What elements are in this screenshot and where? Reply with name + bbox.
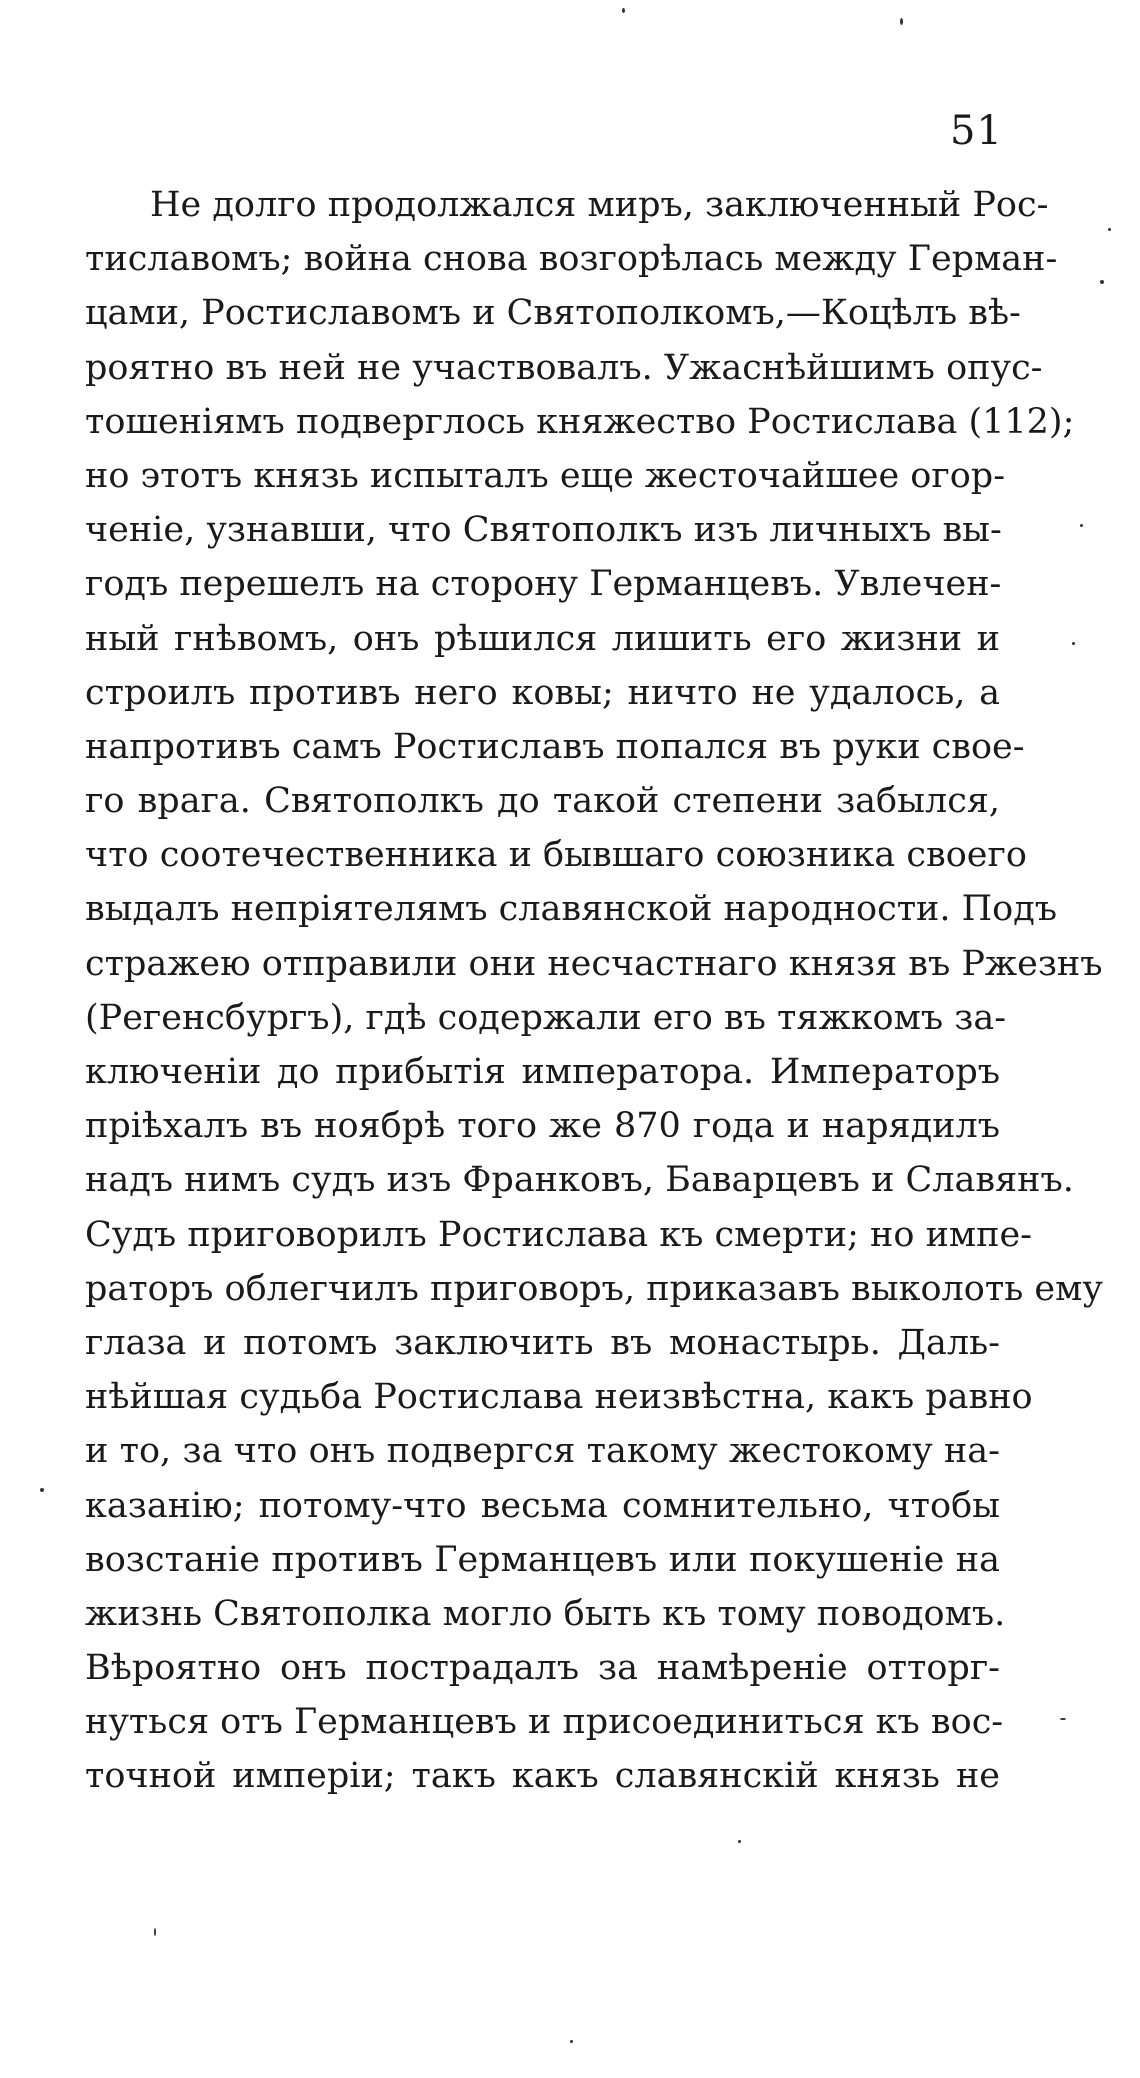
scan-speck [1108, 228, 1111, 231]
text-line: тиславомъ; война снова возгорѣлась между Герман- [85, 239, 1058, 280]
text-line: тошеніямъ подверглось княжество Ростислава (112); [85, 401, 1075, 442]
scan-speck [900, 18, 903, 25]
text-line: цами, Ростиславомъ и Святополкомъ,—Коцѣлъ вѣ- [85, 293, 1021, 334]
text-line: надъ нимъ судъ изъ Франковъ, Баварцевъ и Славянъ. [85, 1160, 1074, 1201]
text-line: Не долго продолжался миръ, заключенный Рос- [150, 185, 1049, 225]
text-line: Судъ приговорилъ Ростислава къ смерти; но импе- [85, 1214, 1032, 1255]
scan-speck [570, 2040, 573, 2043]
text-line: что соотечественника и бывшаго союзника своего [85, 835, 1027, 876]
text-line: ченіе, узнавши, что Святополкъ изъ личныхъ вы- [85, 510, 1002, 551]
scan-speck [1072, 642, 1075, 645]
text-line: жизнь Святополка могло быть къ тому поводомъ. [85, 1593, 1006, 1634]
text-line: нѣйшая судьба Ростислава неизвѣстна, какъ равно [85, 1377, 1033, 1418]
text-line: раторъ облегчилъ приговоръ, приказавъ выколоть ему [85, 1268, 1103, 1309]
text-line: напротивъ самъ Ростиславъ попался въ руки свое- [85, 726, 1025, 767]
scan-speck [1100, 280, 1104, 284]
text-line: глаза и потомъ заключить въ монастырь. Даль- [85, 1322, 1000, 1363]
scan-speck [1060, 1718, 1066, 1720]
text-line: точной имперіи; такъ какъ славянскій князь не [85, 1756, 1000, 1797]
text-line: ный гнѣвомъ, онъ рѣшился лишить его жизни и [85, 618, 1000, 659]
text-line: казанію; потому-что весьма сомнительно, чтобы [85, 1485, 1000, 1526]
text-line: возстаніе противъ Германцевъ или покушеніе на [85, 1539, 1000, 1580]
text-line: пріѣхалъ въ ноябрѣ того же 870 года и нарядилъ [85, 1106, 1000, 1147]
text-line: строилъ противъ него ковы; ничто не удалось, а [85, 672, 1000, 713]
text-line: стражею отправили они несчастнаго князя въ Ржезнъ [85, 943, 1103, 984]
scan-speck [622, 8, 625, 13]
text-line: ключеніи до прибытія императора. Императоръ [85, 1052, 1000, 1092]
text-line: выдалъ непріятелямъ славянской народности. Подъ [85, 889, 1058, 930]
scan-speck [154, 1928, 156, 1936]
scan-speck [738, 1840, 741, 1843]
scan-speck [1080, 524, 1083, 527]
text-line: го врага. Святополкъ до такой степени забылся, [85, 781, 1000, 822]
text-line: годъ перешелъ на сторону Германцевъ. Увлечен- [85, 564, 1002, 605]
text-line: но этотъ князь испыталъ еще жесточайшее огор- [85, 455, 1006, 496]
text-line: Вѣроятно онъ пострадалъ за намѣреніе отторг- [85, 1648, 1000, 1689]
text-line: (Регенсбургъ), гдѣ содержали его въ тяжкомъ за- [85, 997, 1007, 1038]
text-line: и то, за что онъ подвергся такому жестокому на- [85, 1431, 1000, 1472]
page-number: 51 [950, 108, 1003, 154]
body-text [85, 178, 1103, 1804]
text-line: нуться отъ Германцевъ и присоединиться къ вос- [85, 1702, 1004, 1743]
text-line: роятно въ ней не участвовалъ. Ужаснѣйшимъ опус- [85, 347, 1043, 388]
scan-speck [40, 1488, 44, 1492]
